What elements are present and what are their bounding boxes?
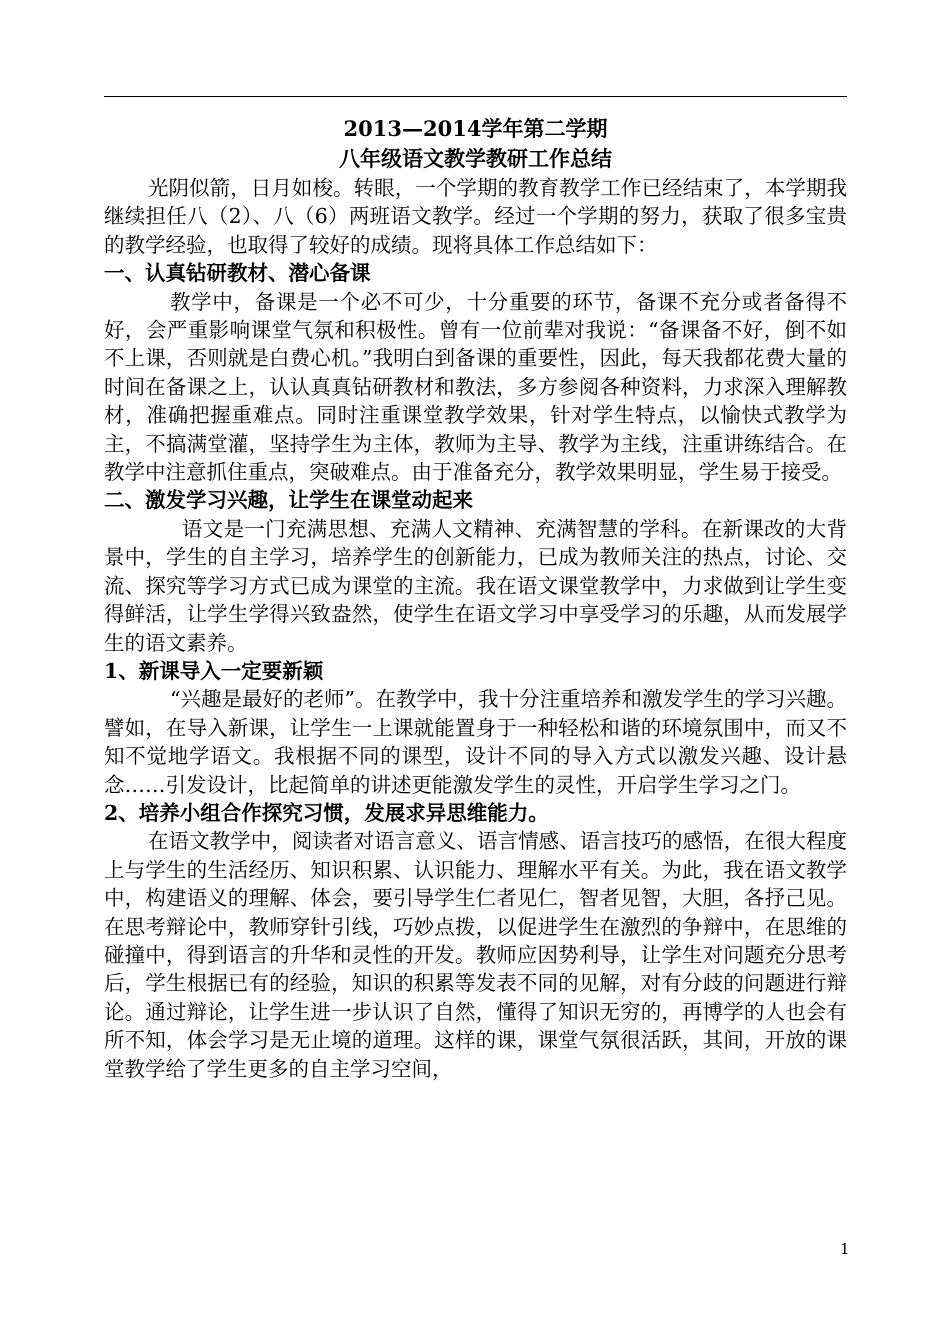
section2-paragraph: 语文是一门充满思想、充满人文精神、充满智慧的学科。在新课改的大背景中，学生的自主学习，培养学生的创新能力，已成为教师关注的热点，讨论、交流、探究等学习方式已成为课堂的主流。我在语文课堂教学中，力求做到让学生变得鲜活，让学生学得兴致盎然，使学生在语文学习中享受学习的乐趣，从而发展学生的语文素养。: [104, 516, 847, 655]
subsection1-paragraph: “兴趣是最好的老师”。在教学中，我十分注重培养和激发学生的学习兴趣。譬如，在导入新课，让学生一上课就能置身于一种轻松和谐的环境氛围中，而又不知不觉地学语文。我根据不同的课型，设计不同的导入方式以激发兴趣、设计悬念……引发设计，比起简单的讲述更能激发学生的灵性，开启学生学习之门。: [104, 687, 847, 797]
subsection1-heading: 1、新课导入一定要新颖: [104, 658, 324, 683]
section2-heading: 二、激发学习兴趣，让学生在课堂动起来: [104, 488, 473, 513]
header-rule: [104, 96, 847, 97]
subsection2-heading: 2、培养小组合作探究习惯，发展求异思维能力。: [104, 800, 549, 825]
document-title-line1: 2013—2014学年第二学期: [343, 116, 608, 141]
section1-heading: 一、认真钻研教材、潜心备课: [104, 261, 371, 286]
document-title-line2: 八年级语文教学教研工作总结: [339, 146, 612, 171]
section1-paragraph: 教学中，备课是一个必不可少，十分重要的环节，备课不充分或者备得不好，会严重影响课堂气氛和积极性。曾有一位前辈对我说：“备课备不好，倒不如不上课，否则就是白费心机。”我明白到备课的重要性，因此，每天我都花费大量的时间在备课之上，认认真真钻研教材和教法，多方参阅各种资料，力求深入理解教材，准确把握重难点。同时注重课堂教学效果，针对学生特点，以愉快式教学为主，不搞满堂灌，坚持学生为主体，教师为主导、教学为主线，注重讲练结合。在教学中注意抓住重点，突破难点。由于准备充分，教学效果明显，学生易于接受。: [104, 289, 847, 485]
intro-paragraph: 光阴似箭，日月如梭。转眼，一个学期的教育教学工作已经结束了，本学期我继续担任八（2）、八（6）两班语文教学。经过一个学期的努力，获取了很多宝贵的教学经验，也取得了较好的成绩。现将具体工作总结如下：: [104, 176, 847, 257]
document-body: [104, 114, 847, 1083]
page-number: 1: [840, 1240, 850, 1258]
subsection2-paragraph: 在语文教学中，阅读者对语言意义、语言情感、语言技巧的感悟，在很大程度上与学生的生活经历、知识积累、认识能力、理解水平有关。为此，我在语文教学中，构建语义的理解、体会，要引导学生仁者见仁，智者见智，大胆，各抒己见。在思考辩论中，教师穿针引线，巧妙点拨，以促进学生在激烈的争辩中，在思维的碰撞中，得到语言的升华和灵性的开发。教师应因势利导，让学生对问题充分思考后，学生根据已有的经验，知识的积累等发表不同的见解，对有分歧的问题进行辩论。通过辩论，让学生进一步认识了自然，懂得了知识无穷的，再博学的人也会有所不知，体会学习是无止境的道理。这样的课，课堂气氛很活跃，其间，开放的课堂教学给了学生更多的自主学习空间，: [104, 829, 847, 1081]
